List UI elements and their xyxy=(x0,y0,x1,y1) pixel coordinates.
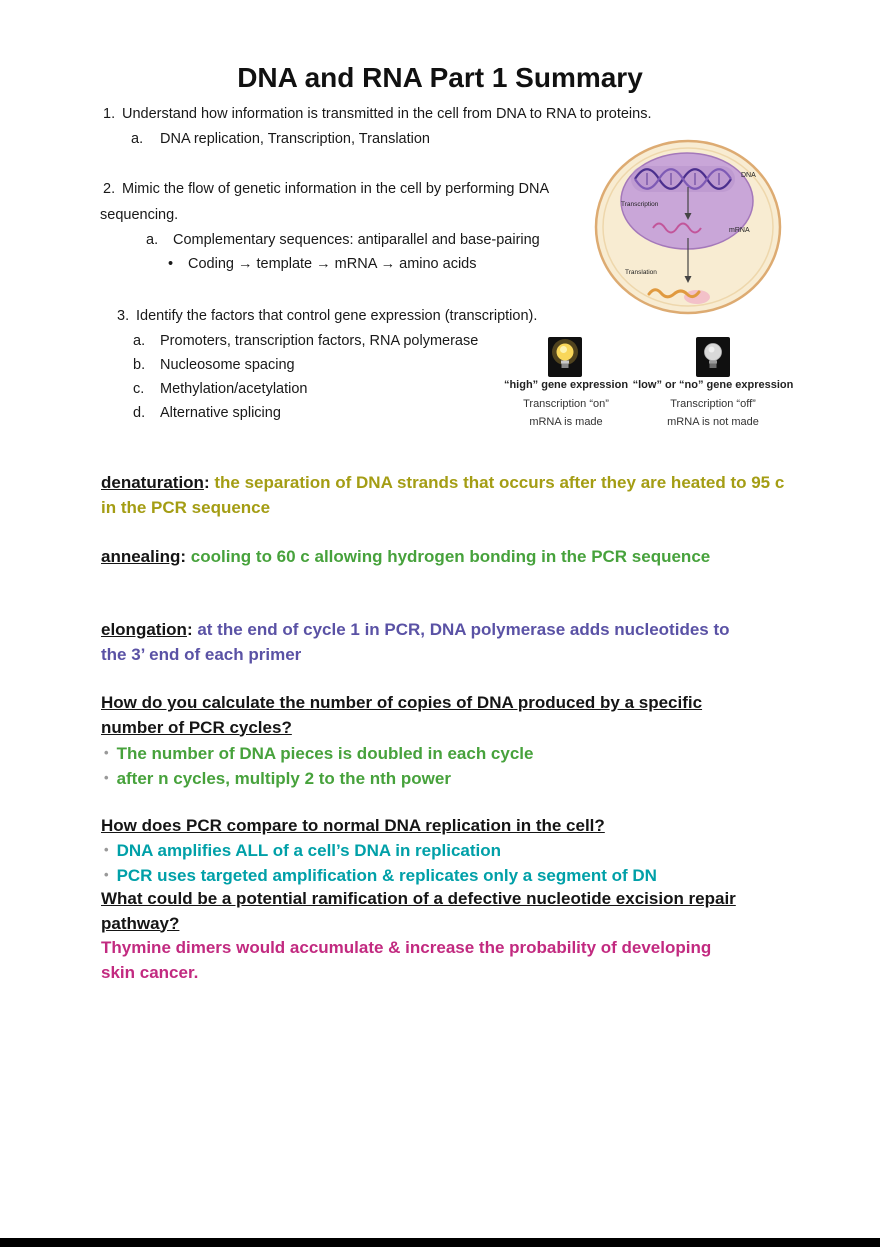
bullet-marker: • xyxy=(168,256,174,272)
definition-annealing-text: cooling to 60 c allowing hydrogen bonding in the PCR sequence xyxy=(190,547,711,566)
bullet-dot: • xyxy=(104,745,109,760)
objective-3c xyxy=(133,381,308,398)
bulb-off-svg xyxy=(696,337,730,377)
objective-3b-text: Nucleosome spacing xyxy=(160,357,295,373)
bulb-on-image xyxy=(548,337,582,382)
objective-2a-text: Complementary sequences: antiparallel and base-pairing xyxy=(173,232,540,248)
bulb-neck xyxy=(561,361,569,364)
dna-label: DNA xyxy=(741,172,756,179)
objective-3a-letter: a. xyxy=(133,333,146,349)
cell-diagram xyxy=(593,138,783,323)
question-2-bullet-2-text: PCR uses targeted amplification & replicates only a segment of DN xyxy=(116,866,657,885)
objective-2-continuation xyxy=(100,207,178,224)
objective-2a-bullet-text: Coding → template → mRNA → amino acids xyxy=(188,256,477,272)
objective-3b-letter: b. xyxy=(133,357,146,373)
question-3-answer-text: Thymine dimers would accumulate & increase the probability of developing skin cancer. xyxy=(101,938,712,982)
high-expression-line1: Transcription “on” xyxy=(523,398,609,410)
term-denaturation: denaturation xyxy=(101,473,204,492)
objective-3c-letter: c. xyxy=(133,381,145,397)
bulb-off-base xyxy=(710,364,717,369)
question-1-bullet-2-text: after n cycles, multiply 2 to the nth power xyxy=(116,769,451,788)
objective-1a xyxy=(131,131,430,148)
question-1-bullet-2 xyxy=(104,766,451,792)
bulb-on-svg xyxy=(548,337,582,377)
objective-3d xyxy=(133,405,281,422)
question-1-bullet-1 xyxy=(104,741,533,767)
bottom-black-bar xyxy=(0,1238,880,1247)
objective-2-text: Mimic the flow of genetic information in the cell by performing DNA xyxy=(122,181,550,197)
question-1-heading xyxy=(101,691,741,740)
question-2-heading xyxy=(101,814,821,839)
question-3-heading xyxy=(101,887,741,936)
definition-denaturation xyxy=(101,471,801,520)
bulb-base xyxy=(562,364,569,369)
question-2-bullet-2 xyxy=(104,863,657,889)
term-elongation: elongation xyxy=(101,620,187,639)
bullet-dot: • xyxy=(104,842,109,857)
high-expression-line2: mRNA is made xyxy=(529,416,603,428)
question-1-bullet-1-text: The number of DNA pieces is doubled in each cycle xyxy=(116,744,534,763)
objective-1a-letter: a. xyxy=(131,131,144,147)
objective-1 xyxy=(103,106,651,123)
objective-3-text: Identify the factors that control gene expression (transcription). xyxy=(136,308,538,324)
low-expression-line1: Transcription “off” xyxy=(670,398,756,410)
question-2-bullet-1 xyxy=(104,838,501,864)
objective-2-text-cont: sequencing. xyxy=(100,207,179,223)
high-expression-title: “high” gene expression xyxy=(503,379,629,391)
transcription-label: Transcription xyxy=(621,201,659,208)
objective-3-number: 3. xyxy=(117,308,130,324)
translation-label: Translation xyxy=(625,269,657,276)
bulb-off-highlight xyxy=(709,347,715,353)
objective-1-number: 1. xyxy=(103,106,116,122)
objective-3b xyxy=(133,357,295,374)
term-colon: : xyxy=(180,547,191,566)
term-annealing: annealing xyxy=(101,547,181,566)
cell-diagram-svg xyxy=(593,138,783,318)
question-1-text: How do you calculate the number of copies of DNA produced by a specific number of PCR cycles? xyxy=(101,693,703,737)
question-2-bullet-1-text: DNA amplifies ALL of a cell’s DNA in replication xyxy=(116,841,502,860)
objective-2a-bullet xyxy=(168,256,477,273)
bulb-highlight xyxy=(560,346,567,353)
page-title: DNA and RNA Part 1 Summary xyxy=(237,62,643,93)
mrna-label: mRNA xyxy=(729,227,750,234)
bulb-off-image xyxy=(696,337,730,382)
objective-3a xyxy=(133,333,478,350)
objective-3c-text: Methylation/acetylation xyxy=(160,381,308,397)
objective-3 xyxy=(117,308,537,325)
question-3-answer xyxy=(101,936,731,985)
bullet-dot: • xyxy=(104,867,109,882)
objective-2a-letter: a. xyxy=(146,232,159,248)
question-3-text: What could be a potential ramification of a defective nucleotide excision repair pathway? xyxy=(101,889,736,933)
definition-elongation xyxy=(101,618,741,667)
bullet-dot: • xyxy=(104,770,109,785)
definition-elongation-text: at the end of cycle 1 in PCR, DNA polymerase adds nucleotides to the 3’ end of each primer xyxy=(101,620,730,664)
objective-2 xyxy=(103,181,549,198)
term-colon: : xyxy=(203,473,215,492)
low-expression-line2: mRNA is not made xyxy=(667,416,759,428)
objective-1-text: Understand how information is transmitted in the cell from DNA to RNA to proteins. xyxy=(122,106,652,122)
objective-2-number: 2. xyxy=(103,181,116,197)
question-2-text: How does PCR compare to normal DNA replication in the cell? xyxy=(101,816,605,835)
objective-1a-text: DNA replication, Transcription, Translation xyxy=(160,131,430,147)
term-colon: : xyxy=(186,620,198,639)
bulb-off-neck xyxy=(709,361,717,364)
objective-3d-text: Alternative splicing xyxy=(160,405,281,421)
low-expression-caption xyxy=(623,379,803,434)
ribosome-blob xyxy=(684,290,710,304)
objective-3a-text: Promoters, transcription factors, RNA polymerase xyxy=(160,333,479,349)
definition-denaturation-text: the separation of DNA strands that occurs after they are heated to 95 c in the PCR sequence xyxy=(101,473,785,517)
objective-3d-letter: d. xyxy=(133,405,146,421)
definition-annealing xyxy=(101,545,741,570)
objective-2a xyxy=(146,232,540,249)
low-expression-title: “low” or “no” gene expression xyxy=(632,379,794,391)
